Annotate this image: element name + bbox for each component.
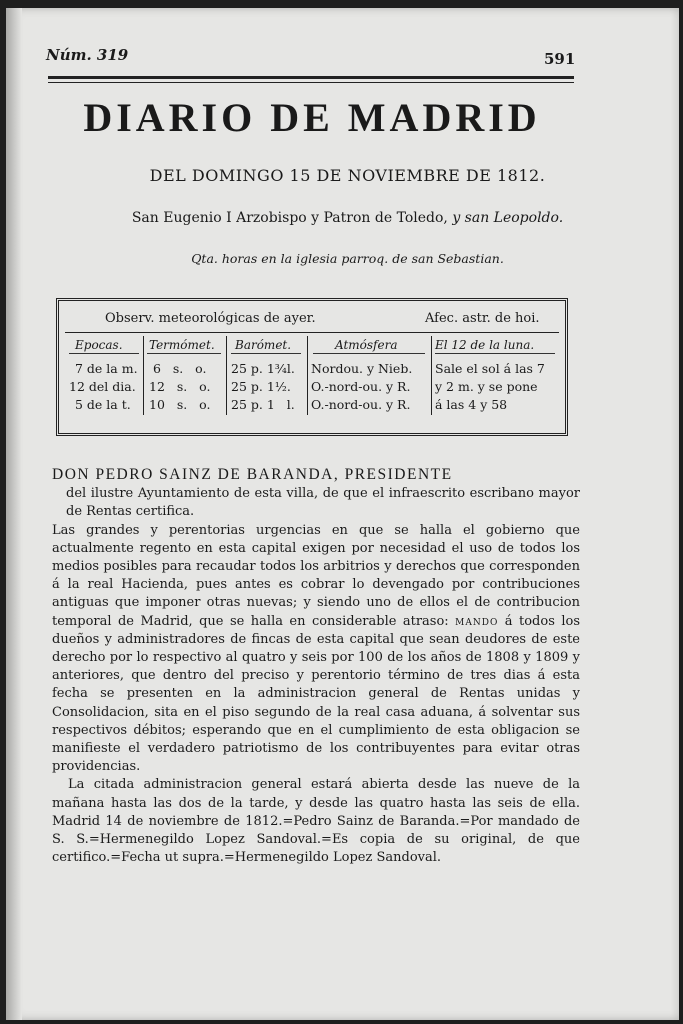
article-paragraph-1	[52, 522, 580, 777]
column-rule	[431, 336, 432, 415]
header-underline	[147, 353, 221, 354]
cell-epoca: 7 de la m.	[75, 361, 138, 376]
page-gutter-shadow	[6, 8, 22, 1020]
cell-termometro: 6 s. o.	[153, 361, 207, 376]
header-termometro: Termómet.	[149, 338, 215, 352]
saints-line-italic: y san Leopoldo.	[452, 210, 564, 226]
cell-luna: á las 4 y 58	[435, 397, 508, 412]
masthead-rule-thin	[48, 82, 574, 83]
header-underline	[231, 353, 301, 354]
cell-termometro: 12 s. o.	[149, 379, 211, 394]
cell-barometro: 25 p. 1½.	[231, 379, 291, 394]
header-underline	[69, 353, 139, 354]
page-number: 591	[544, 50, 576, 68]
masthead-rule-thick	[48, 76, 574, 79]
paragraph-1-text-a: Las grandes y perentorias urgencias en que se halla el gobierno que actualmente regento en esta capital exigen por necesidad el uso de todos los medios posibles para recaudar todos los arbitrios y derechos que corresponden á la real Hacienda, pues antes es cobrar lo devengado por contribuciones antiguas que imponer otras nuevas; y siendo uno de ellos el de contribucion temporal de Madrid, que se halla en considerable atraso:	[52, 522, 580, 629]
article-subheading: del ilustre Ayuntamiento de esta villa, de que el infraescrito escribano mayor de Rentas certifica.	[66, 486, 580, 520]
cell-barometro: 25 p. 1 l.	[231, 397, 295, 412]
article-heading: DON PEDRO SAINZ DE BARANDA, PRESIDENTE	[52, 466, 453, 483]
header-luna: El 12 de la luna.	[435, 338, 535, 352]
cell-atmosfera: Nordou. y Nieb.	[311, 361, 413, 376]
article-paragraph-2: La citada administracion general estará abierta desde las nueve de la mañana hasta las dos de la tarde, y desde las quatro hasta las seis de ella. Madrid 14 de noviembre de 1812.=Pedro Sainz de Baranda.=Por mandado de S. S.=Hermenegildo Lopez Sandoval.=Es copia de su original, de que certifico.=Fecha ut supra.=Hermenegildo Lopez Sandoval.	[52, 777, 580, 866]
cell-termometro: 10 s. o.	[149, 397, 211, 412]
weather-table	[56, 298, 568, 436]
header-atmosfera: Atmósfera	[335, 338, 398, 352]
newspaper-page	[6, 8, 679, 1020]
header-underline	[435, 353, 555, 354]
header-epocas: Epocas.	[75, 338, 123, 352]
weather-title-right: Afec. astr. de hoi.	[425, 311, 540, 326]
masthead-title: DIARIO DE MADRID	[83, 95, 541, 140]
saints-line	[6, 210, 683, 226]
saints-line-roman: San Eugenio I Arzobispo y Patron de Toledo,	[131, 210, 453, 226]
cell-luna: Sale el sol á las 7	[435, 361, 545, 376]
cell-atmosfera: O.-nord-ou. y R.	[311, 379, 411, 394]
header-barometro: Barómet.	[235, 338, 292, 352]
cell-epoca: 5 de la t.	[75, 397, 131, 412]
column-rule	[226, 336, 227, 415]
article	[52, 466, 580, 867]
cell-atmosfera: O.-nord-ou. y R.	[311, 397, 411, 412]
weather-divider	[65, 332, 559, 333]
paragraph-1-text-b: á todos los dueños y administradores de fincas de esta capital que sean deudores de este derecho por lo respectivo al quatro y seis por 100 de los años de 1808 y 1809 y anteriores, que dentro del preciso y perentorio término de tres dias á esta fecha se presenten en la administracion general de Rentas unidas y Consolidacion, sita en el piso segundo de la real casa aduana, á solventar sus respectivos débitos; esperando que en el cumplimiento de esta obligacion se manifieste el verdadero patriotismo de los contribuyentes para evitar otras providencias.	[52, 613, 580, 775]
cell-barometro: 25 p. 1¾l.	[231, 361, 295, 376]
column-rule	[143, 336, 144, 415]
column-rule	[307, 336, 308, 415]
cell-epoca: 12 del dia.	[69, 379, 136, 394]
paragraph-1-mando: mando	[455, 613, 499, 629]
weather-title-left: Observ. meteorológicas de ayer.	[105, 311, 316, 326]
qta-hours-line: Qta. horas en la iglesia parroq. de san Sebastian.	[191, 251, 504, 266]
header-underline	[313, 353, 425, 354]
date-line: DEL DOMINGO 15 DE NOVIEMBRE DE 1812.	[149, 166, 546, 185]
cell-luna: y 2 m. y se pone	[435, 379, 538, 394]
issue-number: Núm. 319	[46, 46, 129, 64]
